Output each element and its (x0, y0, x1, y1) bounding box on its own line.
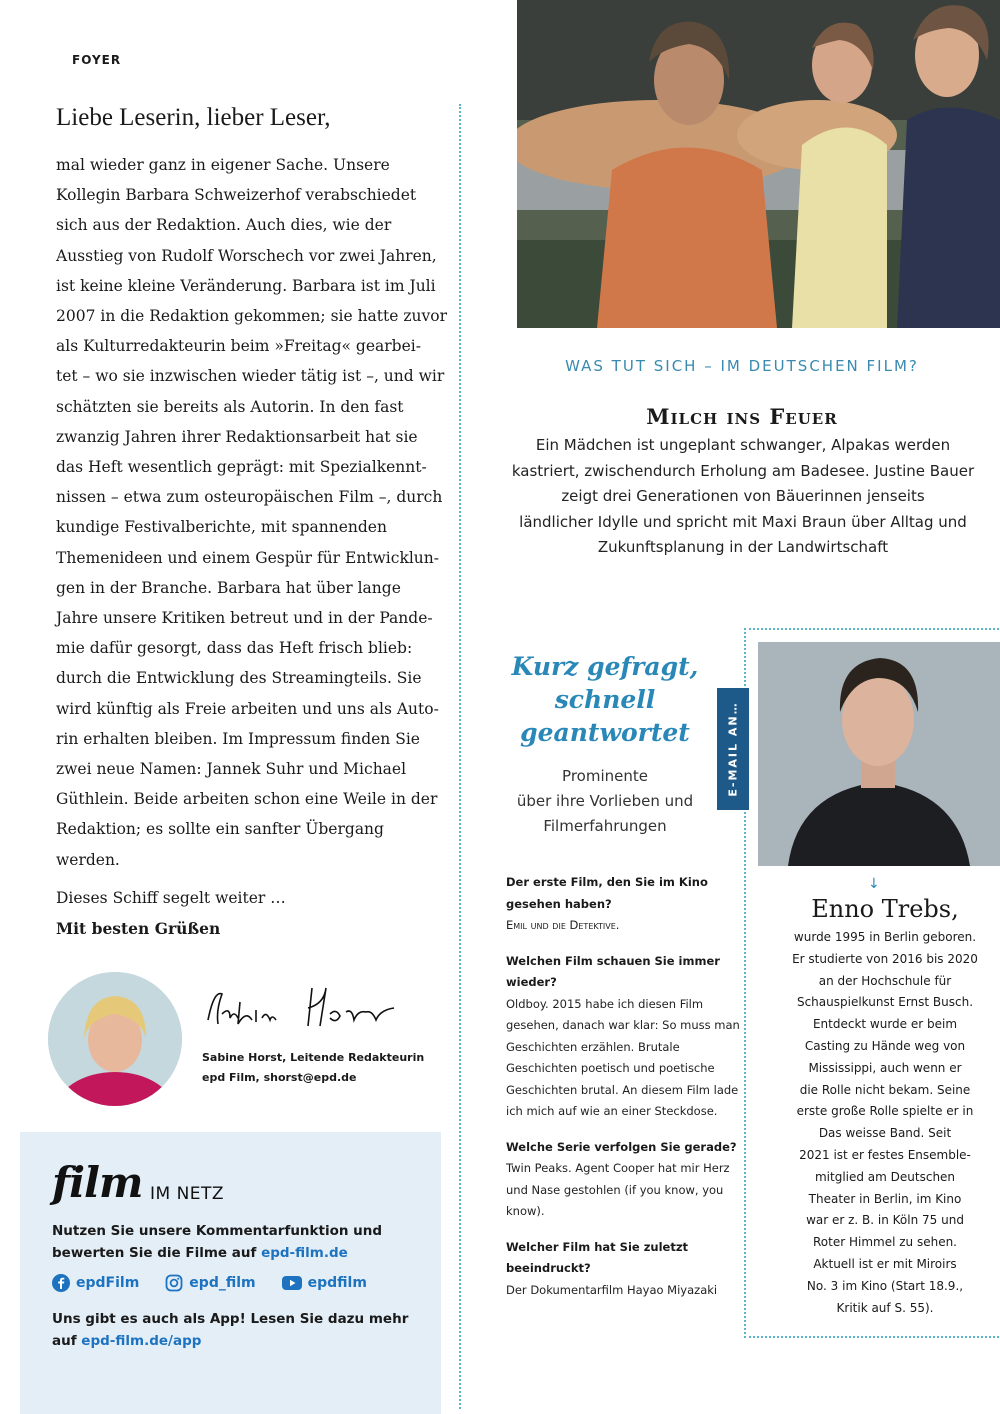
bio-line: Entdeckt wurde er beim (812, 1017, 958, 1032)
editorial-line: Themenideen und einem Gespür für Entwicklun- (56, 548, 439, 567)
interview-answer: Der Dokumentarfilm Hayao Miyazaki (506, 1282, 718, 1297)
interview-question: Welcher Film hat Sie zuletzt beeindruckt? (506, 1239, 689, 1275)
bio-line: erste große Rolle spielte er in (796, 1104, 974, 1119)
author-caption (202, 1048, 424, 1088)
bio-line: mitglied am Deutschen (814, 1169, 956, 1184)
editorial-line: Güthlein. Beide arbeiten schon eine Weile in der (56, 790, 438, 809)
editorial-line: kundige Festivalberichte, mit spannenden (56, 518, 387, 537)
editorial-line: als Kulturredakteurin beim »Freitag« gearbei- (56, 337, 421, 356)
editorial-line: Jahre unsere Kritiken betreut und in der Pande- (56, 609, 433, 628)
article-kicker: WAS TUT SICH – IM DEUTSCHEN FILM? (565, 357, 919, 375)
interview-question: Welchen Film schauen Sie immer wieder? (506, 953, 720, 989)
editorial-line: wird künftig als Freie arbeiten und uns als Auto- (56, 699, 439, 718)
net-box-line: Nutzen Sie unsere Kommentarfunktion und (52, 1223, 383, 1239)
interview-answer: Oldboy. 2015 habe ich diesen Film gesehen, danach war klar: So muss man Geschichten erzählen. Brutale Geschichten poetisch und poetische Geschichten brutal. An diesem Film lade ich mich auf wie an einer Steckdose. (506, 996, 740, 1118)
editorial-line: ist keine kleine Veränderung. Barbara ist im Juli (56, 276, 436, 295)
editorial-body (56, 150, 448, 875)
person-bio (770, 927, 1000, 1319)
epd-film-logo: film (52, 1158, 143, 1207)
app-text (52, 1308, 422, 1352)
editorial-line: sich aus der Redaktion. Auch dies, wie der (56, 216, 392, 235)
editorial-line: Kollegin Barbara Schweizerhof verabschiedet (56, 186, 417, 205)
editorial (56, 104, 448, 938)
interview-subtitle-line: über ihre Vorlieben und (516, 792, 694, 810)
teaser-line: zeigt drei Generationen von Bäuerinnen jenseits (561, 487, 925, 505)
person-name: Enno Trebs, (811, 895, 959, 923)
facebook-icon (52, 1274, 70, 1292)
net-box-text (52, 1220, 412, 1264)
bio-line: 2021 ist er festes Ensemble- (799, 1147, 971, 1162)
bio-line: Aktuell ist er mit Miroirs (813, 1256, 957, 1271)
website-link[interactable]: epd-film.de (261, 1245, 348, 1261)
editorial-closing: Dieses Schiff segelt weiter … (56, 888, 286, 907)
email-tab-label: E-MAIL AN… (726, 701, 740, 797)
interview-answer: Emil und die Detektive. (506, 918, 620, 932)
interview-subtitle-line: Prominente (562, 767, 648, 785)
editorial-line: zwanzig Jahren ihrer Redaktionsarbeit hat sie (56, 427, 418, 446)
app-line: Uns gibt es auch als App! Lesen Sie dazu mehr (52, 1311, 409, 1327)
bio-line: Roter Himmel zu sehen. (812, 1235, 957, 1250)
editorial-line: nissen – etwa zum osteuropäischen Film –, durch (56, 488, 443, 507)
net-box-line (52, 1242, 412, 1264)
bio-line: war er z. B. in Köln 75 und (806, 1213, 964, 1228)
social-links (52, 1274, 367, 1292)
facebook-link[interactable] (52, 1274, 139, 1292)
author-contact: epd Film, shorst@epd.de (202, 1071, 357, 1084)
facebook-label: epdFilm (76, 1275, 140, 1291)
editorial-line: Ausstieg von Rudolf Worschech vor zwei Jahren, (56, 246, 437, 265)
bio-line: No. 3 im Kino (Start 18.9., (806, 1278, 964, 1293)
editorial-line: 2007 in die Redaktion gekommen; sie hatte zuvor (56, 307, 448, 326)
bio-line: Casting zu Hände weg von (804, 1038, 966, 1053)
bio-line: Er studierte von 2016 bis 2020 (792, 951, 978, 966)
editorial-line: durch die Entwicklung des Streamingteils. Sie (56, 669, 422, 688)
section-label: FOYER (72, 53, 122, 67)
editorial-line: rin erhalten bleiben. Im Impressum finden Sie (56, 729, 420, 748)
editorial-line: gen in der Branche. Barbara hat über lange (56, 578, 401, 597)
net-box-label: IM NETZ (150, 1184, 225, 1204)
interview-subtitle (500, 764, 710, 839)
editorial-line: werden. (56, 850, 120, 869)
bio-line: die Rolle nicht bekam. Seine (799, 1082, 971, 1097)
author-avatar (48, 972, 182, 1106)
author-signature (200, 980, 410, 1040)
teaser-line: Ein Mädchen ist ungeplant schwanger, Alpakas werden (535, 436, 951, 454)
net-box-line-prefix: bewerten Sie die Filme auf (52, 1245, 262, 1261)
author-name: Sabine Horst, Leitende Redakteurin (202, 1051, 425, 1064)
bio-line: Das weisse Band. Seit (818, 1126, 952, 1141)
editorial-line: schätzten sie bereits als Autorin. In den fast (56, 397, 404, 416)
editorial-line: mie dafür gesorgt, dass das Heft frisch blieb: (56, 639, 413, 658)
editorial-line: tet – wo sie inzwischen wieder tätig ist –, und wir (56, 367, 445, 386)
teaser-line: ländlicher Idylle und spricht mit Maxi Braun über Alltag und (519, 512, 967, 531)
interview-answer: Twin Peaks. Agent Cooper hat mir Herz und Nase gestohlen (if you know, you know). (506, 1161, 730, 1218)
interview-title (500, 650, 710, 749)
bio-line: Mississippi, auch wenn er (808, 1060, 962, 1075)
bio-line: an der Hochschule für (818, 973, 952, 988)
youtube-icon (282, 1276, 302, 1290)
editorial-line: zwei neue Namen: Jannek Suhr und Michael (56, 760, 407, 779)
editorial-greeting: Liebe Leserin, lieber Leser, (56, 104, 331, 131)
email-tab (717, 688, 749, 810)
interview-subtitle-line: Filmerfahrungen (543, 817, 667, 835)
film-still-photo (517, 0, 1000, 328)
interview-question: Der erste Film, den Sie im Kino gesehen haben? (506, 875, 708, 911)
teaser-line: kastriert, zwischendurch Erholung am Badesee. Justine Bauer (511, 461, 975, 480)
youtube-label: epdfilm (307, 1275, 367, 1291)
bio-line: Theater in Berlin, im Kino (808, 1191, 962, 1206)
editorial-regards: Mit besten Grüßen (56, 918, 221, 938)
article-title[interactable]: Milch ins Feuer (646, 404, 838, 429)
instagram-label: epd_film (189, 1275, 256, 1291)
bio-line: Schauspielkunst Ernst Busch. (796, 995, 974, 1010)
editorial-line: Redaktion; es sollte ein sanfter Übergang (56, 820, 384, 839)
editorial-line: das Heft wesentlich geprägt: mit Spezialkennt- (56, 458, 427, 477)
youtube-link[interactable] (282, 1275, 367, 1291)
column-divider (459, 104, 461, 1409)
interview-title-line: geantwortet (520, 718, 690, 747)
instagram-icon (165, 1274, 183, 1292)
interview-question: Welche Serie verfolgen Sie gerade? (506, 1139, 737, 1154)
app-line (52, 1330, 422, 1352)
article-teaser (506, 433, 980, 561)
interview-qa (506, 872, 742, 1301)
editorial-line: mal wieder ganz in eigener Sache. Unsere (56, 156, 390, 174)
interview-title-line: schnell (554, 685, 656, 714)
arrow-down-icon: ↓ (868, 876, 880, 892)
bio-line: wurde 1995 in Berlin geboren. (793, 930, 977, 944)
app-link[interactable]: epd-film.de/app (81, 1333, 202, 1349)
instagram-link[interactable] (165, 1274, 255, 1292)
interview-title-line: Kurz gefragt, (511, 652, 699, 681)
teaser-line: Zukunftsplanung in der Landwirtschaft (597, 538, 889, 556)
bio-line: Kritik auf S. 55). (836, 1300, 934, 1315)
person-portrait (758, 642, 1000, 866)
app-line-prefix: auf (52, 1333, 82, 1349)
